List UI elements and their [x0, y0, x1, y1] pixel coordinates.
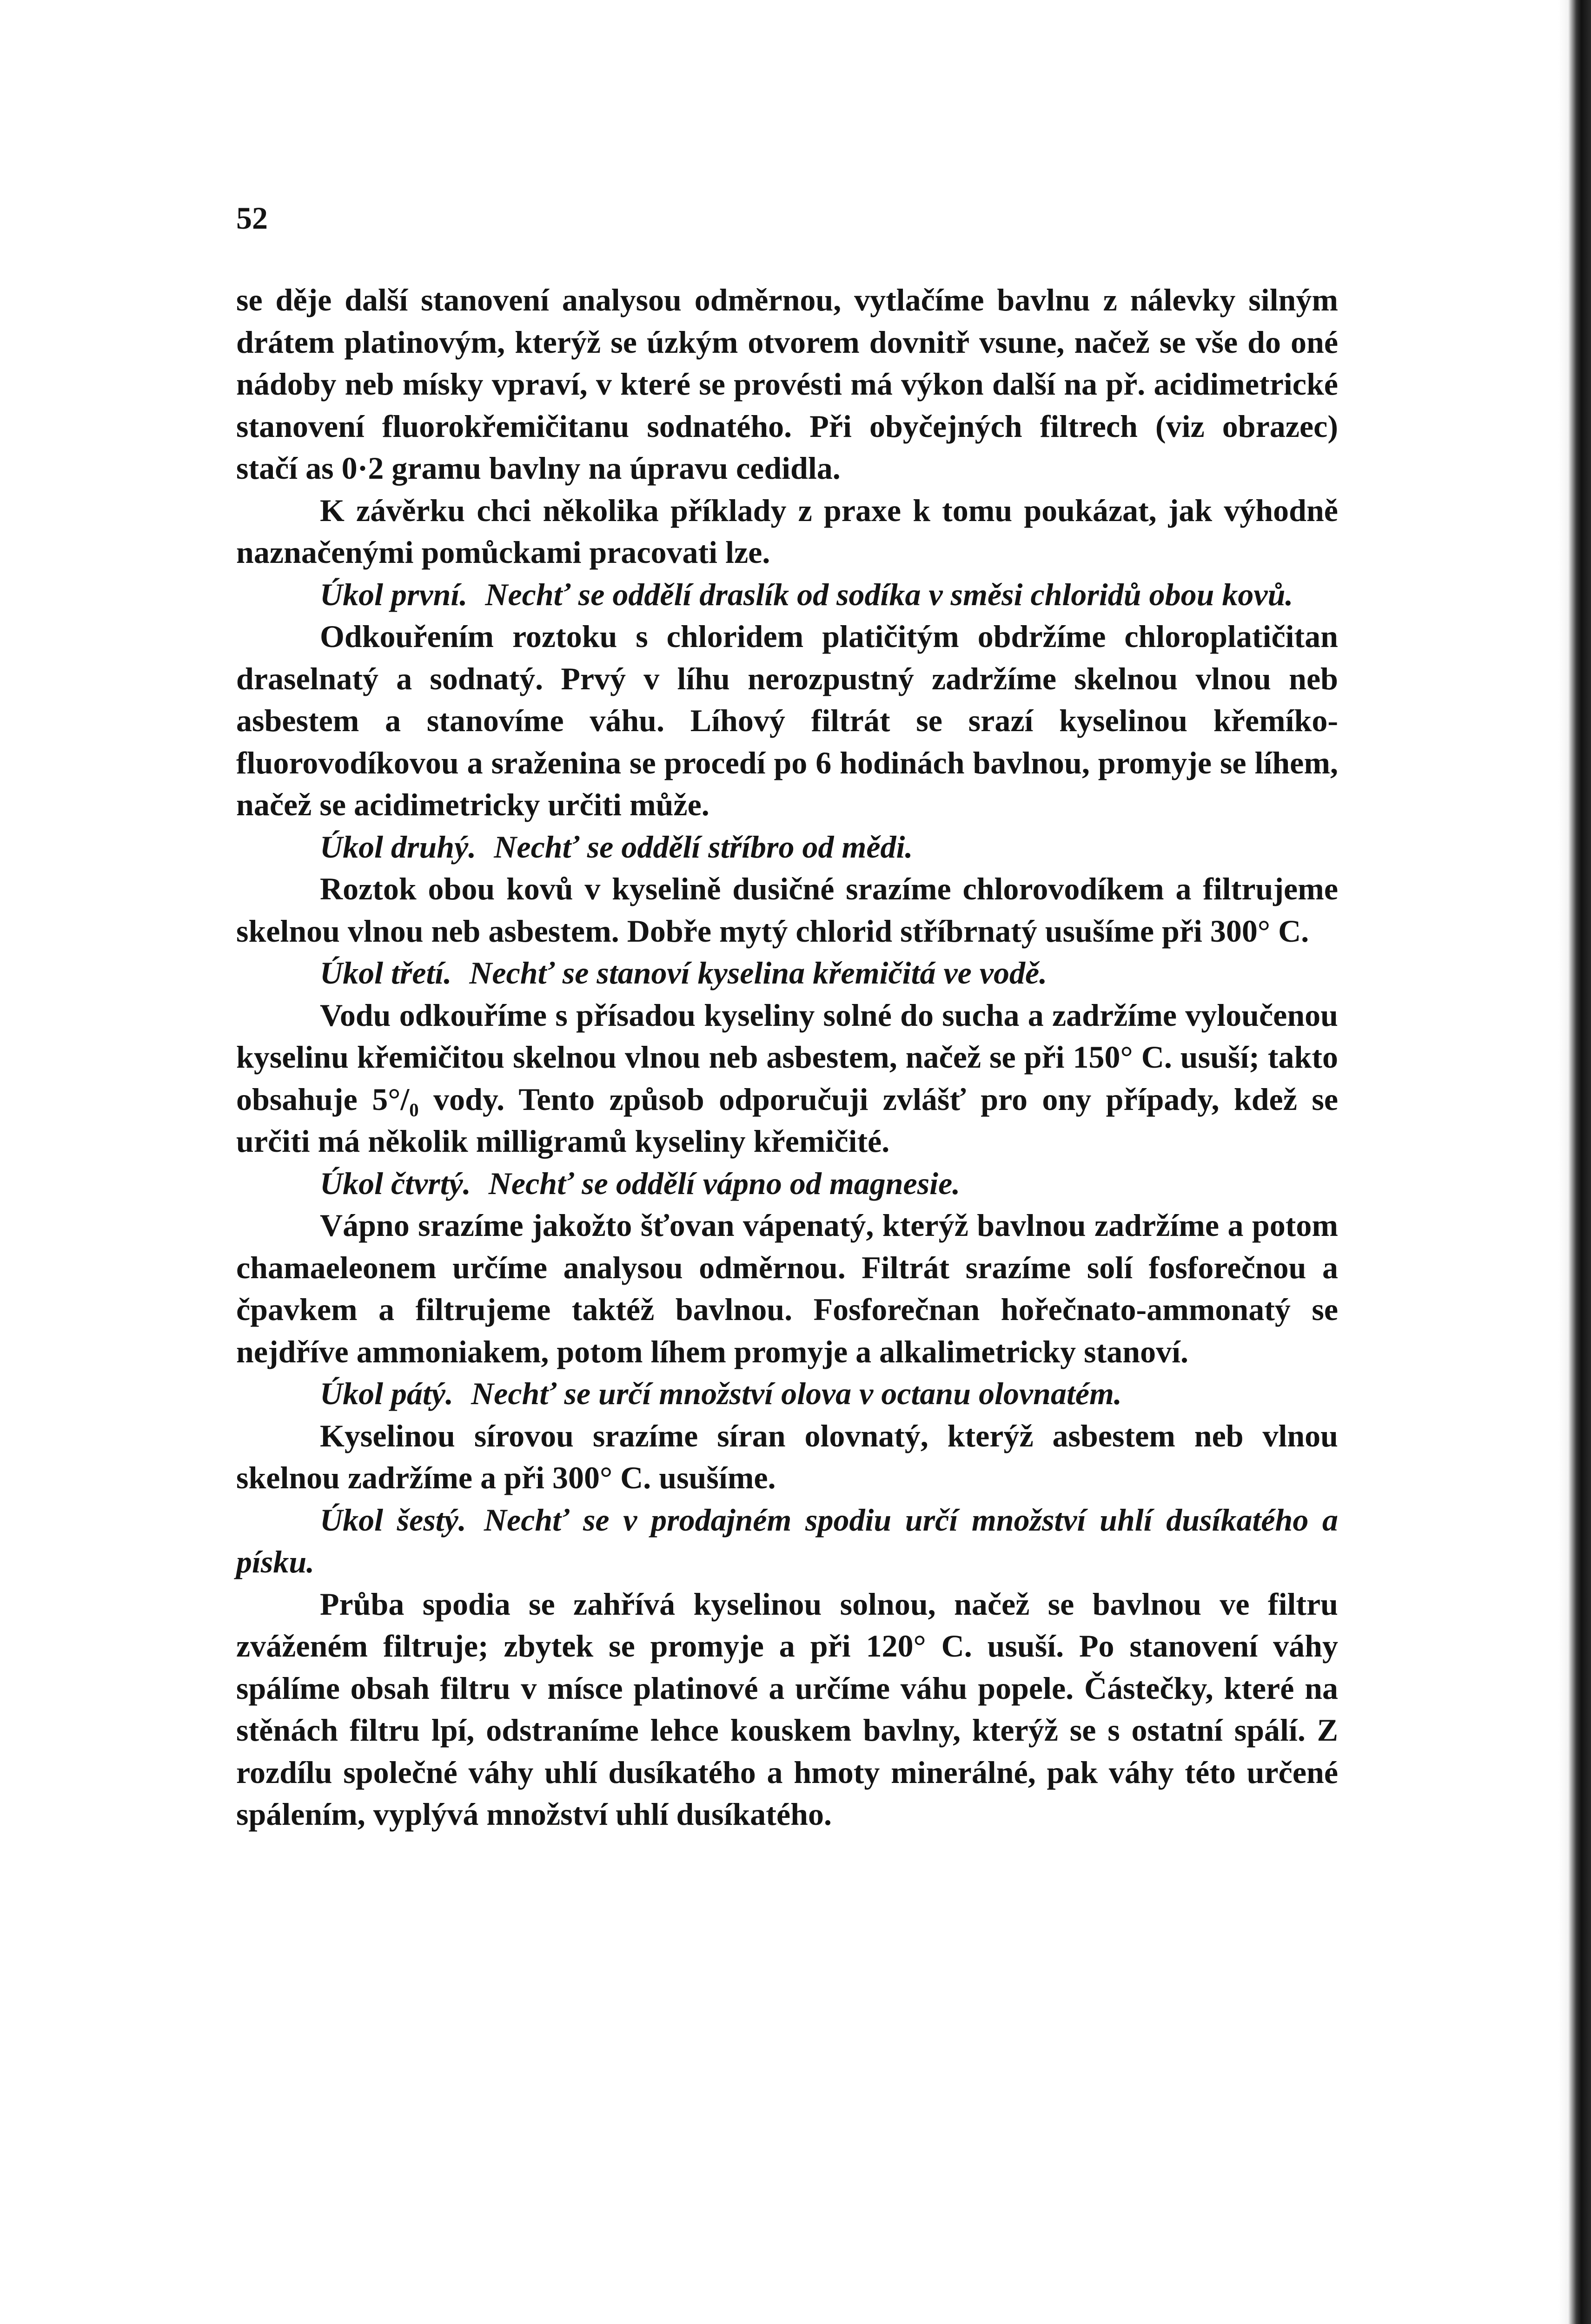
task-label: Úkol čtvrtý.	[320, 1165, 471, 1201]
task-heading-1	[236, 574, 1338, 616]
paragraph-task-5: Kyselinou sírovou srazíme síran olovnatý, kterýž asbestem neb vlnou skelnou zadržíme a při 300° C. usušíme.	[236, 1418, 1338, 1495]
paragraph-task-2: Roztok obou kovů v kyselině dusičné srazíme chlorovodíkem a filtrujeme skelnou vlnou neb asbestem. Dobře mytý chlorid stříbrnatý usušíme při 300° C.	[236, 871, 1338, 949]
paragraph-task-6: Průba spodia se zahřívá kyselinou solnou, načež se bavlnou ve filtru zváženém filtruje; zbytek se promyje a při 120° C. usuší. Po stanovení váhy spálíme obsah filtru v mísce platinové a určíme váhu popele. Částečky, které na stěnách filtru lpí, odstraníme lehce kouskem bavlny, kterýž se s ostatní spálí. Z rozdílu společné váhy uhlí dusíkatého a hmoty minerálné, pak váhy této určené spálením, vyplývá množství uhlí dusíkatého.	[236, 1586, 1338, 1832]
task-heading-5	[236, 1373, 1338, 1415]
task-heading-6	[236, 1499, 1338, 1583]
task-heading-4	[236, 1162, 1338, 1205]
task-label: Úkol třetí.	[320, 955, 452, 990]
task-description: Nechť se oddělí vápno od magnesie.	[488, 1165, 961, 1201]
task-heading-3	[236, 952, 1338, 994]
task-description: Nechť se určí množství olova v octanu olovnatém.	[471, 1376, 1122, 1411]
paragraph-task-4: Vápno srazíme jakožto šťovan vápenatý, kterýž bavlnou zadržíme a potom chamaeleonem určíme analysou odměrnou. Filtrát srazíme solí fosforečnou a čpavkem a filtrujeme taktéž bavlnou. Fosforečnan hořečnato-ammonatý se nejdříve ammoniakem, potom líhem promyje a alkalimetricky stanoví.	[236, 1208, 1338, 1369]
task-description: Nechť se oddělí draslík od sodíka v směsi chloridů obou kovů.	[485, 576, 1293, 612]
task-description: Nechť se oddělí stříbro od mědi.	[494, 829, 913, 865]
task-heading-2	[236, 826, 1338, 868]
page-number: 52	[236, 200, 268, 236]
task-label: Úkol druhý.	[320, 829, 477, 865]
body-text	[236, 279, 1338, 1835]
paragraph-task-3: Vodu odkouříme s přísadou kyseliny solné do sucha a zadržíme vyloučenou kyselinu křemičitou skelnou vlnou neb asbestem, načež se při 150° C. usuší; takto obsahuje 5°/₀ vody. Tento způsob odporučuji zvlášť pro ony případy, kdež se určiti má několik milligramů kyseliny křemičité.	[236, 997, 1338, 1159]
paragraph-continuation: se děje další stanovení analysou odměrnou, vytlačíme bavlnu z nálevky silným drátem platinovým, kterýž se úzkým otvorem dovnitř vsune, načež se vše do oné nádoby neb mísky vpraví, v které se provésti má výkon další na př. acidimetrické stanovení fluorokřemičitanu sodnatého. Při obyčejných filtrech (viz obrazec) stačí as 0·2 gramu bavlny na úpravu cedidla.	[236, 282, 1338, 486]
task-label: Úkol šestý.	[320, 1502, 466, 1538]
page-binding-edge	[1558, 0, 1591, 2324]
task-description: Nechť se stanoví kyselina křemičitá ve vodě.	[469, 955, 1047, 990]
task-label: Úkol pátý.	[320, 1376, 454, 1411]
task-label: Úkol první.	[320, 576, 468, 612]
paragraph-task-1: Odkouřením roztoku s chloridem platičitým obdržíme chloroplatičitan draselnatý a sodnatý. Prvý v líhu nerozpustný zadržíme skelnou vlnou neb asbestem a stanovíme váhu. Líhový filtrát se srazí kyselinou křemíko-fluorovodíkovou a sraženina se procedí po 6 hodinách bavlnou, promyje se líhem, načež se acidimetricky určiti může.	[236, 619, 1338, 822]
task-description: Nechť se v prodajném spodiu určí množství uhlí dusíkatého a písku.	[236, 1502, 1339, 1579]
paragraph-intro: K závěrku chci několika příklady z praxe k tomu poukázat, jak výhodně naznačenými pomůckami pracovati lze.	[236, 492, 1338, 570]
